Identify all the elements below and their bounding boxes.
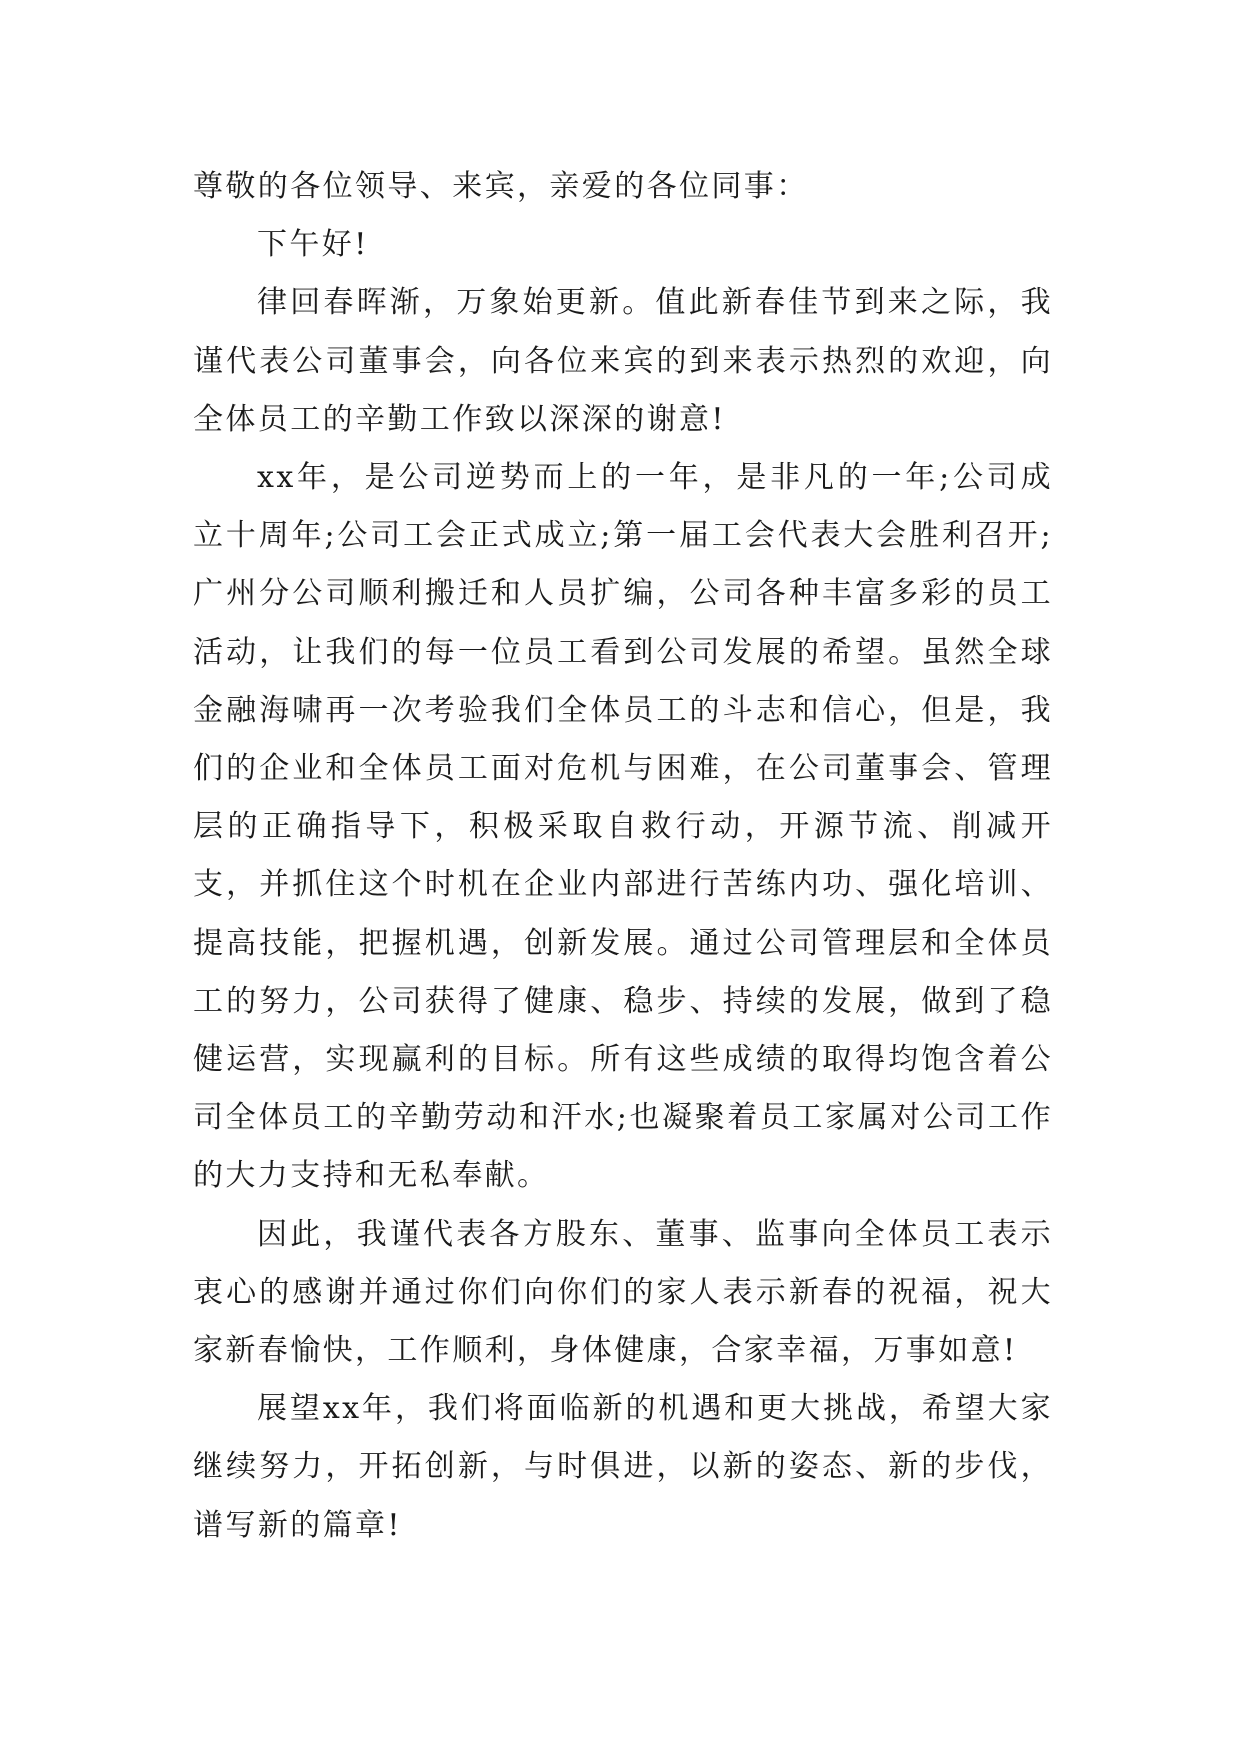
paragraph-year-review: xx年，是公司逆势而上的一年，是非凡的一年;公司成立十周年;公司工会正式成立;第一届工会代表大会胜利召开;广州分公司顺利搬迁和人员扩编，公司各种丰富多彩的员工活动，让我们的每一位员工看到公司发展的希望。虽然全球金融海啸再一次考验我们全体员工的斗志和信心，但是，我们的企业和全体员工面对危机与困难，在公司董事会、管理层的正确指导下，积极采取自救行动，开源节流、削减开支，并抓住这个时机在企业内部进行苦练内功、强化培训、提高技能，把握机遇，创新发展。通过公司管理层和全体员工的努力，公司获得了健康、稳步、持续的发展，做到了稳健运营，实现赢利的目标。所有这些成绩的取得均饱含着公司全体员工的辛勤劳动和汗水;也凝聚着员工家属对公司工作的大力支持和无私奉献。 — [193, 460, 1053, 1194]
document-body — [193, 158, 1053, 1555]
paragraph-opening: 律回春晖渐，万象始更新。值此新春佳节到来之际，我谨代表公司董事会，向各位来宾的到来表示热烈的欢迎，向全体员工的辛勤工作致以深深的谢意! — [193, 285, 1053, 437]
paragraph-outlook: 展望xx年，我们将面临新的机遇和更大挑战，希望大家继续努力，开拓创新，与时俱进，以新的姿态、新的步伐，谱写新的篇章! — [193, 1391, 1053, 1543]
paragraph-thanks: 因此，我谨代表各方股东、董事、监事向全体员工表示衷心的感谢并通过你们向你们的家人表示新春的祝福，祝大家新春愉快，工作顺利，身体健康，合家幸福，万事如意! — [193, 1216, 1053, 1369]
greeting: 下午好! — [257, 227, 369, 263]
salutation: 尊敬的各位领导、来宾，亲爱的各位同事： — [193, 169, 809, 204]
